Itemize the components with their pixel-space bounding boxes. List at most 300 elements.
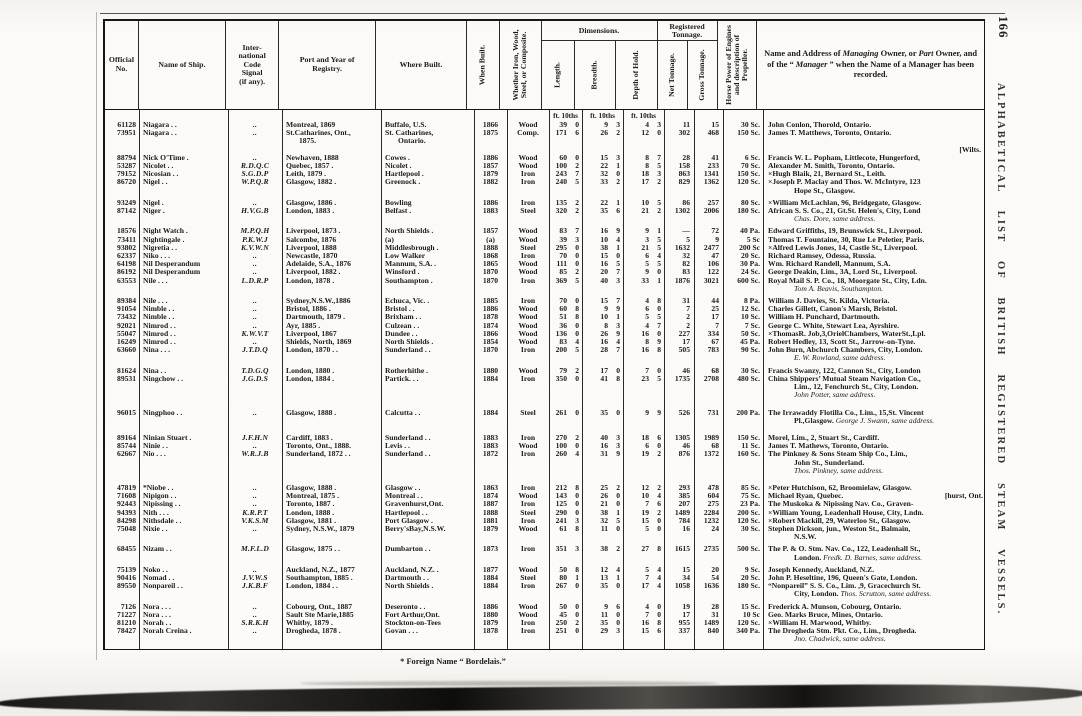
cell-port-registry: Montreal, 1875 .	[286, 491, 340, 501]
cell-horse-power: 40 Pa.	[740, 226, 760, 236]
cell-port-registry: Sault Ste Marie,1885	[286, 609, 354, 619]
cell-material: Steel	[520, 407, 536, 417]
cell-owner: ×Peter Hutchison, 62, Broomielaw, Glasgow.	[768, 482, 912, 492]
cell-when-built: 1884	[482, 572, 499, 582]
cell-breadth: 21 0	[600, 499, 620, 509]
cell-material: Iron	[520, 626, 536, 636]
col-head-horse-power	[718, 21, 758, 109]
cell-code-signal: ..	[252, 267, 258, 277]
cell-where-built: Calcutta . .	[385, 407, 421, 417]
cell-code-signal: P.K.W.J	[242, 234, 268, 244]
cell-length: 100 0	[555, 441, 579, 451]
cell-ship-name: Nigel .	[143, 197, 164, 207]
cell-owner: [Wilts.	[959, 144, 981, 154]
col-head-length	[542, 41, 575, 109]
cell-net-tonnage: 385	[678, 491, 690, 501]
cell-length: 135 2	[555, 197, 579, 207]
cell-length: 240 5	[555, 177, 579, 187]
cell-net-tonnage: 34	[682, 572, 690, 582]
cell-port-registry: London, 1878 .	[286, 275, 335, 285]
cell-ship-name: Nicolet . .	[143, 161, 174, 171]
cell-net-tonnage: 1632	[674, 242, 690, 252]
cell-breadth: 40 3	[600, 432, 620, 442]
cell-port-registry: Salcombe, 1876	[286, 234, 337, 244]
cell-ship-name: Ningphoo . .	[143, 407, 183, 417]
cell-owner: George Deakin, Lim., 3A, Lord St., Liverpool.	[768, 267, 918, 277]
cell-where-built: Mannum, S.A. .	[385, 259, 437, 269]
cell-net-tonnage: 302	[678, 128, 690, 138]
cell-owner: William J. Davies, St. Kilda, Victoria.	[768, 296, 890, 306]
cell-code-signal: W.R.J.B	[241, 449, 269, 459]
cell-horse-power: 75 Sc.	[741, 491, 760, 501]
cell-length: 83 7	[559, 226, 579, 236]
col-head-gross-tonnage	[688, 41, 717, 109]
cell-official-no: 61128	[117, 120, 136, 129]
table-row	[105, 545, 984, 561]
col-head-port-registry	[279, 21, 376, 109]
cell-code-signal: W.P.Q.R	[241, 177, 269, 187]
cell-material: Wood	[518, 337, 538, 347]
cell-length: 136 0	[555, 328, 579, 338]
cell-net-tonnage: 784	[678, 515, 690, 525]
cell-breadth: 12 4	[600, 564, 620, 574]
cell-code-signal: ..	[252, 407, 258, 417]
cell-owner: Alexander M. Smith, Toronto, Ontario.	[768, 161, 895, 171]
cell-horse-power: 30 Sc.	[741, 120, 760, 129]
col-head-port-registry-label: Port and Year of Registry.	[299, 55, 355, 73]
cell-code-signal: ..	[252, 482, 258, 492]
cell-official-no: 96015	[117, 407, 136, 417]
cell-code-signal: K.W.V.T	[241, 328, 269, 338]
cell-when-built: 1854	[482, 337, 499, 347]
cell-horse-power: 600 Sc.	[737, 275, 760, 285]
cell-length: 270 2	[555, 432, 579, 442]
cell-ship-name: Norah . .	[143, 617, 172, 627]
cell-gross-tonnage: 67	[711, 337, 719, 347]
cell-net-tonnage: 1876	[674, 275, 690, 285]
cell-horse-power: 9 Sc.	[744, 564, 760, 574]
cell-net-tonnage: 829	[678, 177, 690, 187]
cell-net-tonnage: 46	[682, 441, 690, 451]
cell-net-tonnage: 505	[678, 345, 690, 355]
table-header	[105, 21, 984, 110]
cell-ship-name: Nigretia . .	[143, 242, 178, 252]
cell-breadth: 32 5	[600, 515, 620, 525]
cell-length: 36 0	[559, 320, 579, 330]
cell-horse-power: 160 Sc.	[737, 449, 760, 459]
cell-horse-power: 480 Sc.	[737, 373, 760, 383]
col-head-breadth	[575, 41, 616, 109]
cell-port-registry: Liverpool, 1888	[286, 242, 337, 252]
cell-horse-power: 8 Pa.	[743, 296, 760, 306]
cell-horse-power: 30 Pa.	[740, 259, 760, 269]
cell-when-built: 1874	[482, 491, 499, 501]
cell-horse-power: 120 Sc.	[737, 177, 760, 187]
cell-length: 243 7	[555, 169, 579, 179]
cell-gross-tonnage: 9	[715, 234, 719, 244]
cell-ship-name: Nio . . .	[143, 449, 166, 459]
cell-breadth: 40 3	[600, 275, 620, 285]
cell-gross-tonnage: 44	[711, 296, 719, 306]
cell-net-tonnage: 955	[678, 617, 690, 627]
cell-depth: 7 4	[645, 572, 661, 582]
cell-ship-name: Nimrod . .	[143, 320, 176, 330]
cell-ship-name: Niagara . .	[143, 120, 177, 129]
cell-official-no: 93802	[117, 242, 136, 252]
cell-ship-name: Nina . .	[143, 365, 167, 375]
cell-gross-tonnage: 54	[711, 572, 719, 582]
cell-breadth: 28 7	[600, 345, 620, 355]
cell-breadth: 10 4	[600, 234, 620, 244]
cell-breadth: 10 1	[600, 312, 620, 322]
cell-when-built: 1870	[482, 345, 499, 355]
cell-length: 39 3	[559, 234, 579, 244]
col-group-dimensions	[542, 21, 658, 109]
side-caption: ALPHABETICAL LIST OF BRITISH REGISTERED STEAM VESSELS.	[995, 82, 1006, 615]
cell-horse-power: 6 Sc.	[744, 152, 760, 162]
cell-material: Iron	[520, 432, 536, 442]
cell-gross-tonnage: 2735	[703, 544, 719, 554]
cell-code-signal: ..	[252, 120, 258, 129]
cell-owner: James T. Matthews, Toronto, Ontario.	[768, 128, 892, 138]
cell-where-built: Belfast .	[385, 206, 412, 216]
cell-net-tonnage: 863	[678, 169, 690, 179]
cell-owner: ×Hugh Blaik, 21, Bernard St., Leith.	[768, 169, 886, 179]
cell-length: 369 5	[555, 275, 579, 285]
cell-port-registry: St.Catharines, Ont., 1875.	[286, 128, 351, 146]
cell-gross-tonnage: 122	[707, 267, 719, 277]
cell-net-tonnage: 83	[682, 267, 690, 277]
cell-net-tonnage: 207	[678, 499, 690, 509]
cell-ship-name: Nixie . .	[143, 523, 168, 533]
cell-port-registry: Sydney, N.S.W., 1879	[286, 523, 355, 533]
col-head-official-no-label: Official No.	[108, 55, 134, 73]
cell-when-built: 1887	[482, 499, 499, 509]
cell-owner: John P. Heseltine, 196, Queen's Gate, London.	[768, 572, 918, 582]
cell-net-tonnage: 11	[682, 120, 690, 129]
cell-length: 200 5	[555, 345, 579, 355]
cell-port-registry: London, 1888 .	[286, 507, 335, 517]
cell-official-no: 89531	[117, 373, 136, 383]
cell-owner: The Pinkney & Sons Steam Ship Co., Lim., John St., Sunderland. Thos. Pinkney, same address.	[768, 449, 908, 475]
cell-owner: James T. Mathews, Toronto, Ontario.	[768, 441, 889, 451]
cell-depth: 6 4	[645, 251, 661, 261]
cell-code-signal: M.P.Q.H	[240, 226, 270, 236]
cell-where-built: Sunderland . .	[385, 345, 431, 355]
cell-material: Wood	[518, 267, 538, 277]
cell-horse-power: 150 Sc.	[737, 432, 760, 442]
cell-material: Iron	[520, 169, 536, 179]
cell-breadth: 15 3	[600, 152, 620, 162]
col-head-depth-label: Depth of Hold.	[631, 50, 641, 100]
cell-breadth: 9 6	[604, 601, 620, 611]
cell-depth: 5 0	[645, 523, 661, 533]
unit-label-depth: ft. 10ths	[631, 112, 656, 120]
cell-breadth: 35 6	[600, 206, 620, 216]
cell-length: 39 0	[559, 120, 579, 129]
cell-where-built: Nicolet .	[385, 161, 412, 171]
cell-ship-name: Nigel . .	[143, 177, 168, 187]
cell-port-registry: Toronto, 1887 .	[286, 499, 335, 509]
cell-when-built: 1881	[482, 515, 499, 525]
cell-net-tonnage: 526	[678, 407, 690, 417]
cell-breadth: 16 3	[600, 441, 620, 451]
cell-official-no: 16249	[117, 337, 136, 347]
cell-length: 250 2	[555, 617, 579, 627]
col-head-material	[500, 21, 542, 109]
col-group-dimensions-label: Dimensions.	[542, 21, 657, 41]
cell-breadth: 15 0	[600, 251, 620, 261]
cell-owner: Richard Ramsey, Odessa, Russia.	[768, 251, 877, 261]
cell-port-registry: Quebec, 1857 .	[286, 161, 334, 171]
cell-port-registry: Toronto, Ont., 1888.	[286, 441, 351, 451]
cell-official-no: 84298	[117, 515, 136, 525]
cell-breadth: 17 0	[600, 365, 620, 375]
cell-port-registry: Southampton, 1885 .	[286, 572, 353, 582]
cell-material: Comp.	[517, 128, 539, 138]
cell-where-built: Winsford .	[385, 267, 420, 277]
cell-port-registry: Whitby, 1879 .	[286, 617, 333, 627]
cell-port-registry: Glasgow, 1875 . .	[286, 544, 341, 554]
cell-length: 251 0	[555, 626, 579, 636]
cell-owner: Joseph Kennedy, Auckland, N.Z.	[768, 564, 875, 574]
cell-net-tonnage: 1305	[674, 432, 690, 442]
cell-when-built: 1886	[482, 601, 499, 611]
cell-where-built: Bowling	[385, 197, 412, 207]
cell-owner: George C. White, Stewart Lea, Ayrshire.	[768, 320, 899, 330]
cell-when-built: 1886	[482, 304, 499, 314]
cell-code-signal: ..	[252, 251, 258, 261]
cell-ship-name: Nil Desperandum	[143, 259, 201, 269]
cell-code-signal: ..	[252, 320, 258, 330]
cell-gross-tonnage: 233	[707, 161, 719, 171]
cell-net-tonnage: 32	[682, 251, 690, 261]
cell-depth: 5 5	[645, 259, 661, 269]
cell-port-registry: Cobourg, Ont., 1887	[286, 601, 353, 611]
cell-code-signal: ..	[252, 523, 258, 533]
cell-code-signal: J.T.D.Q	[242, 345, 268, 355]
cell-code-signal: L.D.R.P	[241, 275, 269, 285]
cell-owner: China Shippers’ Mutual Steam Navigation Co., Lim., 12, Fenchurch St., City, London. John Potter, same address.	[768, 373, 921, 400]
cell-when-built: 1873	[482, 544, 499, 554]
cell-where-built: North Shields .	[385, 226, 434, 236]
cell-depth: 5 4	[645, 564, 661, 574]
cell-material: Wood	[518, 320, 538, 330]
cell-net-tonnage: 28	[682, 152, 690, 162]
cell-ship-name: Nithsdale . .	[143, 515, 182, 525]
cell-owner: Thomas T. Fountaine, 30, Rue Le Peletier, Paris.	[768, 234, 925, 244]
cell-length: 111 0	[556, 259, 579, 269]
cell-gross-tonnage: 1362	[703, 177, 719, 187]
cell-port-registry: Auckland, N.Z., 1877	[286, 564, 355, 574]
col-head-gross-tonnage-label: Gross Tonnage.	[697, 49, 707, 101]
cell-breadth: 15 7	[600, 296, 620, 306]
cell-material: Iron	[520, 373, 536, 383]
cell-official-no: 62337	[117, 251, 136, 261]
cell-depth: 12 2	[641, 482, 661, 492]
cell-net-tonnage: 16	[682, 523, 690, 533]
cell-code-signal: ..	[252, 259, 258, 269]
cell-net-tonnage: 2	[686, 312, 690, 322]
cell-code-signal: ..	[252, 626, 258, 636]
cell-depth: 19 2	[641, 449, 661, 459]
cell-where-built: Sunderland . .	[385, 449, 431, 459]
cell-material: Iron	[520, 177, 536, 187]
cell-depth: 7 6	[645, 499, 661, 509]
cell-material: Wood	[518, 259, 538, 269]
cell-breadth: 16 5	[600, 259, 620, 269]
cell-ship-name: *Niobe . .	[143, 482, 174, 492]
col-head-owner	[757, 21, 984, 109]
cell-when-built: 1880	[482, 365, 499, 375]
cell-where-built: (a)	[385, 234, 394, 244]
cell-code-signal: T.D.G.Q	[241, 365, 269, 375]
cell-where-built: Buffalo, U.S.	[385, 120, 427, 129]
cell-depth: 9 1	[645, 226, 661, 236]
cell-code-signal: ..	[252, 312, 258, 322]
cell-official-no: 62667	[117, 449, 136, 459]
cell-when-built: 1857	[482, 161, 499, 171]
cell-horse-power: 150 Sc.	[737, 128, 760, 138]
cell-official-no: 91054	[117, 304, 136, 314]
unit-label-breadth: ft. 10ths	[590, 112, 615, 120]
cell-ship-name: Nile . . .	[143, 296, 168, 306]
cell-when-built: 1874	[482, 320, 499, 330]
cell-horse-power: 30 Sc.	[741, 365, 760, 375]
cell-material: Wood	[518, 601, 538, 611]
cell-horse-power: 200 Pa.	[736, 407, 760, 417]
cell-gross-tonnage: 731	[707, 407, 719, 417]
cell-net-tonnage: 86	[682, 197, 690, 207]
cell-material: Iron	[520, 345, 536, 355]
cell-breadth: 9 3	[604, 120, 620, 129]
cell-material: Wood	[518, 609, 538, 619]
cell-depth: 17 4	[641, 581, 661, 591]
cell-official-no: 75139	[117, 564, 136, 574]
cell-gross-tonnage: 1372	[703, 449, 719, 459]
cell-horse-power: 50 Sc.	[741, 328, 760, 338]
table-row	[105, 627, 984, 643]
page-left-edge	[96, 12, 97, 660]
cell-when-built: 1886	[482, 197, 499, 207]
cell-length: 171 6	[555, 128, 579, 138]
cell-horse-power: 180 Sc.	[737, 206, 760, 216]
cell-when-built: 1870	[482, 267, 499, 277]
cell-gross-tonnage: 68	[711, 441, 719, 451]
cell-depth: 17 2	[641, 177, 661, 187]
table-body	[105, 110, 984, 649]
cell-official-no: 86720	[117, 177, 136, 187]
cell-code-signal: ..	[252, 304, 258, 314]
cell-ship-name: Nicosian . .	[143, 169, 179, 179]
cell-owner: Morel, Lim., 2, Stuart St., Cardiff.	[768, 432, 880, 442]
cell-owner: John Burn, Abchurch Chambers, City, London. E. W. Rowland, same address.	[768, 345, 923, 363]
cell-when-built: 1879	[482, 169, 499, 179]
cell-gross-tonnage: 2708	[703, 373, 719, 383]
cell-where-built: Dundee . .	[385, 328, 418, 338]
cell-where-built: Rotherhithe .	[385, 365, 429, 375]
cell-breadth: 35 0	[600, 617, 620, 627]
cell-net-tonnage: 227	[678, 328, 690, 338]
col-head-when-built-label: When Built.	[477, 44, 487, 86]
cell-owner: Frederick A. Munson, Cobourg, Ontario.	[768, 601, 902, 611]
cell-owner: Geo. Marks Bruce, Mines, Ontario.	[768, 609, 883, 619]
col-head-where-built	[376, 21, 467, 109]
cell-breadth: 29 3	[600, 626, 620, 636]
cell-gross-tonnage: 72	[711, 226, 719, 236]
cell-gross-tonnage: 1636	[703, 581, 719, 591]
cell-official-no: 18576	[117, 226, 136, 236]
cell-where-built: Sunderland . .	[385, 432, 431, 442]
cell-length: 143 0	[555, 491, 579, 501]
cell-owner: John Conlon, Thorold, Ontario.	[768, 120, 872, 129]
cell-net-tonnage: —	[682, 226, 690, 236]
cell-material: Iron	[520, 482, 536, 492]
cell-when-built: 1883	[482, 206, 499, 216]
cell-breadth: 26 0	[600, 491, 620, 501]
cell-gross-tonnage: 1341	[703, 169, 719, 179]
page-top-rule	[100, 13, 1005, 14]
col-group-registered-tonnage	[658, 21, 718, 109]
table-row	[105, 450, 984, 475]
cell-material: Iron	[520, 499, 536, 509]
cell-length: 320 2	[555, 206, 579, 216]
cell-horse-power: 120 Sc.	[737, 515, 760, 525]
cell-gross-tonnage: 840	[707, 626, 719, 636]
cell-net-tonnage: 1735	[674, 373, 690, 383]
cell-where-built: Southampton .	[385, 275, 433, 285]
cell-material: Wood	[518, 304, 538, 314]
cell-gross-tonnage: 25	[711, 304, 719, 314]
cell-where-built: Hartlepool .	[385, 169, 424, 179]
cell-net-tonnage: 1615	[674, 544, 690, 554]
cell-when-built: 1875	[482, 128, 499, 138]
cell-breadth: 22 1	[600, 161, 620, 171]
cell-owner: The Irrawaddy Flotilla Co., Lim., 15,St. Vincent Pl.,Glasgow. George J. Swann, same address.	[768, 407, 935, 425]
cell-official-no: 71227	[117, 609, 136, 619]
table-row	[105, 207, 984, 223]
cell-material: Iron	[520, 617, 536, 627]
cell-when-built: 1866	[482, 120, 499, 129]
cell-horse-power: 70 Sc.	[741, 161, 760, 171]
cell-breadth: 31 9	[600, 449, 620, 459]
cell-port-registry: Sunderland, 1872 . .	[286, 449, 351, 459]
cell-depth: 4 7	[645, 320, 661, 330]
cell-depth: 6 0	[645, 304, 661, 314]
cell-horse-power: 45 Pa.	[740, 337, 760, 347]
cell-owner: William H. Punchard, Dartmouth.	[768, 312, 880, 322]
cell-ship-name: Nipigon . .	[143, 491, 177, 501]
cell-official-no: 68455	[117, 544, 136, 554]
cell-length: 125 0	[555, 499, 579, 509]
cell-breadth: 16 9	[600, 226, 620, 236]
cell-net-tonnage: 293	[678, 482, 690, 492]
cell-ship-name: Niko . . .	[143, 251, 171, 261]
cell-gross-tonnage: 1232	[703, 515, 719, 525]
cell-breadth: 32 0	[600, 169, 620, 179]
cell-where-built: Middlesbrough .	[385, 242, 439, 252]
cell-net-tonnage: 82	[682, 259, 690, 269]
cell-where-built: Berry'sBay,N.S.W.	[385, 523, 446, 533]
cell-when-built: 1866	[482, 328, 499, 338]
cell-gross-tonnage: 2006	[703, 206, 719, 216]
cell-breadth: 20 7	[600, 267, 620, 277]
cell-gross-tonnage: 20	[711, 564, 719, 574]
cell-length: 45 0	[559, 609, 579, 619]
cell-port-registry: Montreal, 1869	[286, 120, 336, 129]
cell-where-built: Fort Arthur,Ont.	[385, 609, 440, 619]
cell-when-built: 1884	[482, 373, 499, 383]
